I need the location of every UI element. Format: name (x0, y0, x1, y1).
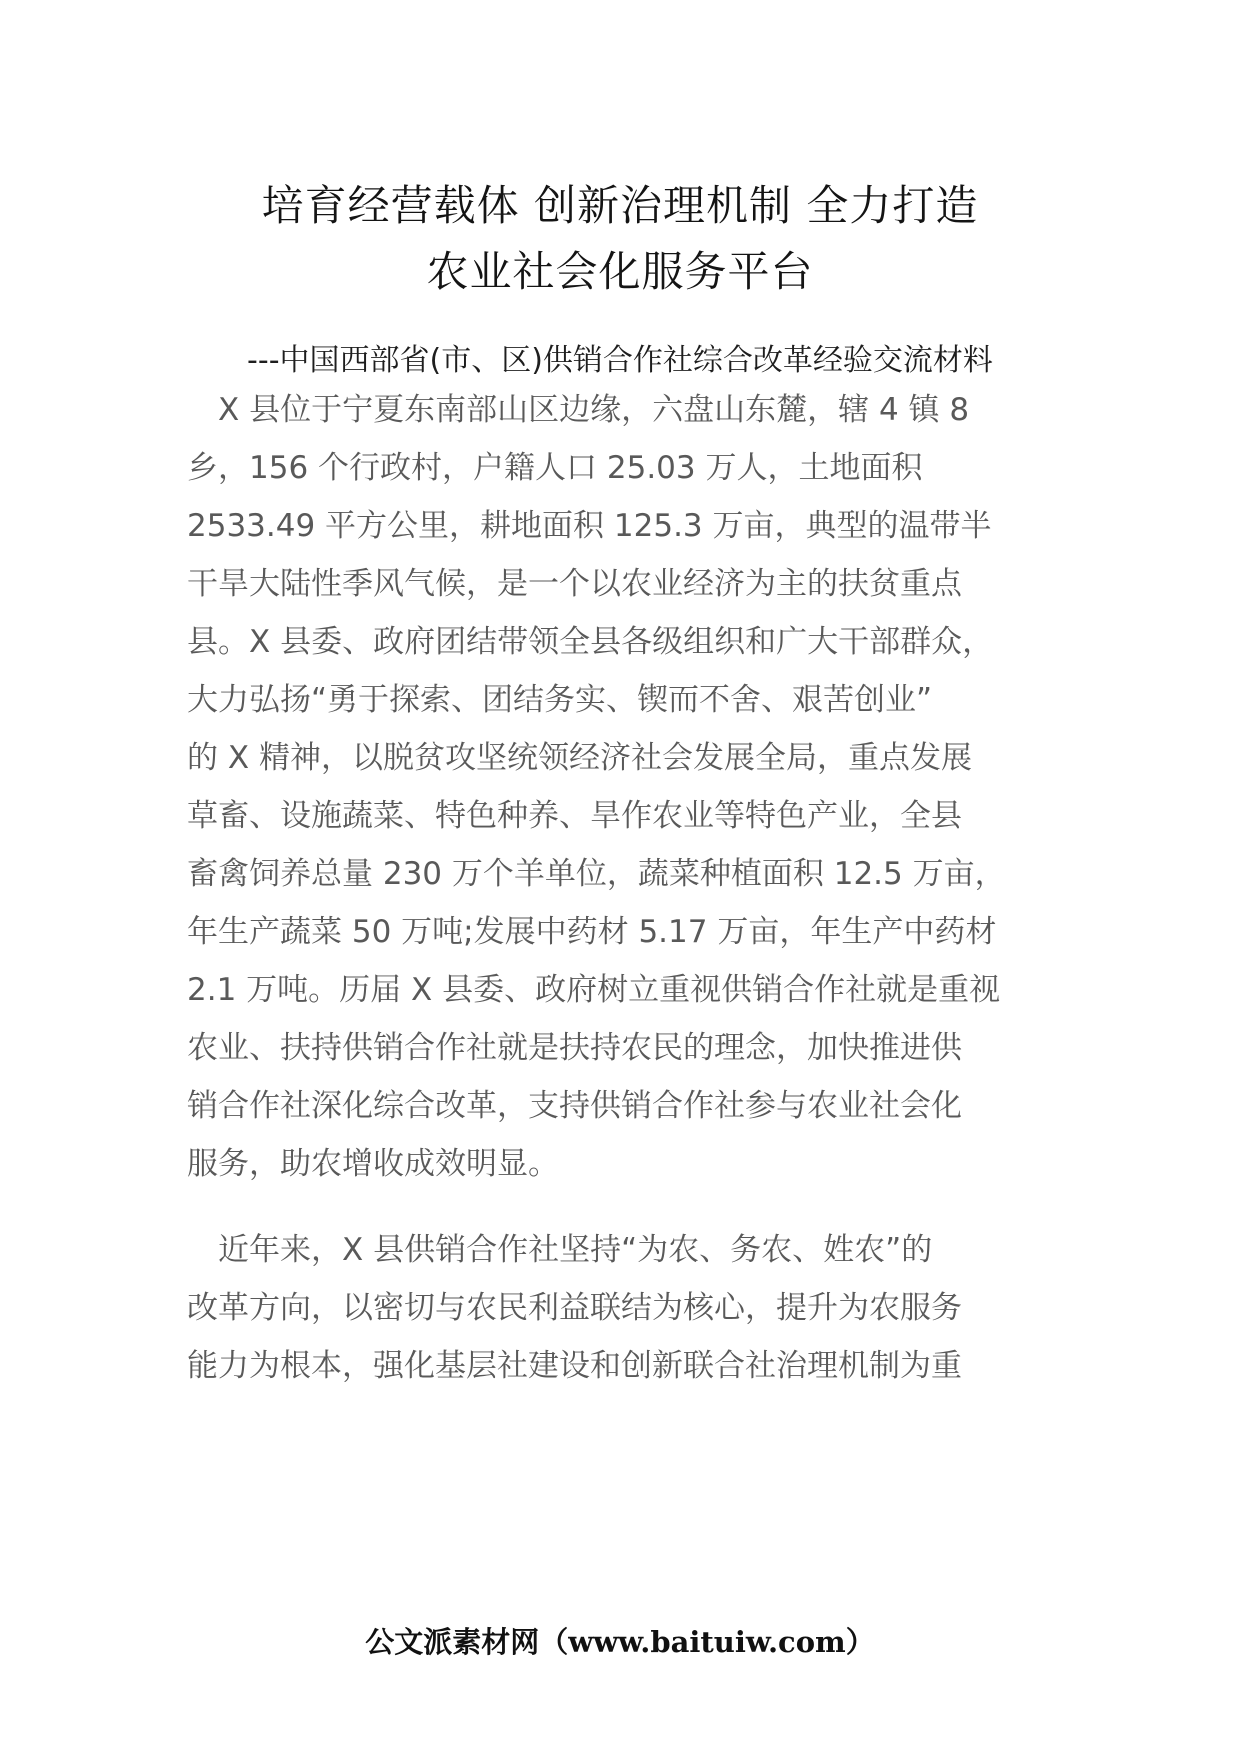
paragraph-1-line: X 县位于宁夏东南部山区边缘，六盘山东麓，辖 4 镇 8 (187, 392, 970, 428)
paragraph-1-line: 草畜、设施蔬菜、特色种养、旱作农业等特色产业，全县 (187, 798, 962, 834)
paragraph-2-line: 能力为根本，强化基层社建设和创新联合社治理机制为重 (187, 1348, 962, 1384)
paragraph-1-line: 畜禽饲养总量 230 万个羊单位，蔬菜种植面积 12.5 万亩， (187, 856, 1006, 892)
document-title-line-1: 培育经营载体 创新治理机制 全力打造 (261, 181, 979, 230)
paragraph-1-line: 农业、扶持供销合作社就是扶持农民的理念，加快推进供 (187, 1030, 962, 1066)
paragraph-2-line: 改革方向，以密切与农民利益联结为核心，提升为农服务 (187, 1290, 962, 1326)
paragraph-1-line: 2533.49 平方公里，耕地面积 125.3 万亩，典型的温带半 (187, 508, 992, 544)
footer-watermark-text: 公文派素材网（www.baituiw.com） (365, 1625, 875, 1659)
paragraph-1-line: 乡，156 个行政村，户籍人口 25.03 万人，土地面积 (187, 450, 923, 486)
paragraph-1-line: 大力弘扬“勇于探索、团结务实、锲而不舍、艰苦创业” (187, 682, 933, 718)
document-subtitle: ---中国西部省(市、区)供销合作社综合改革经验交流材料 (247, 343, 993, 378)
document-title-line-2: 农业社会化服务平台 (426, 247, 814, 296)
paragraph-1-line: 2.1 万吨。历届 X 县委、政府树立重视供销合作社就是重视 (187, 972, 1001, 1008)
paragraph-1-line: 服务，助农增收成效明显。 (187, 1146, 559, 1182)
paragraph-1-line: 销合作社深化综合改革，支持供销合作社参与农业社会化 (187, 1088, 962, 1124)
paragraph-1-line: 县。X 县委、政府团结带领全县各级组织和广大干部群众， (187, 624, 994, 660)
paragraph-2-line: 近年来，X 县供销合作社坚持“为农、务农、姓农”的 (187, 1232, 933, 1268)
paragraph-1-line: 干旱大陆性季风气候，是一个以农业经济为主的扶贫重点 (187, 566, 962, 602)
paragraph-1-line: 的 X 精神，以脱贫攻坚统领经济社会发展全局，重点发展 (187, 740, 972, 776)
paragraph-1-line: 年生产蔬菜 50 万吨;发展中药材 5.17 万亩，年生产中药材 (187, 914, 997, 950)
